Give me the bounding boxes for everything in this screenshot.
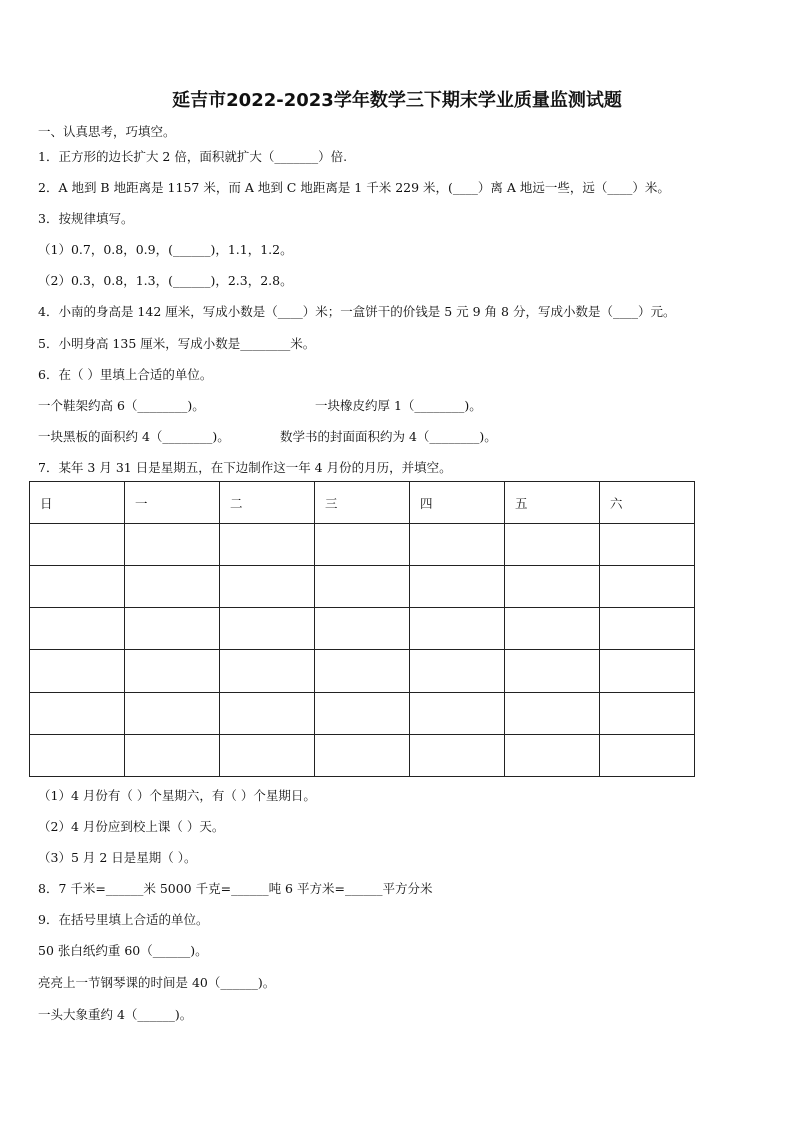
calendar-cell[interactable] [410, 608, 505, 650]
question-6-c: 一块黑板的面积约 4（________)。 [38, 429, 230, 444]
question-6: 6．在（ ）里填上合适的单位。 [38, 367, 213, 382]
page-title: 延吉市2022-2023学年数学三下期末学业质量监测试题 [172, 90, 622, 111]
calendar-header-fri: 五 [505, 482, 600, 524]
calendar-cell[interactable] [315, 650, 410, 692]
calendar-cell[interactable] [30, 524, 125, 566]
question-9-a: 50 张白纸约重 60（______)。 [38, 943, 208, 958]
calendar-cell[interactable] [410, 734, 505, 776]
question-6-d: 数学书的封面面积约为 4（________)。 [280, 429, 497, 444]
calendar-header-tue: 二 [220, 482, 315, 524]
question-9-b: 亮亮上一节钢琴课的时间是 40（______)。 [38, 975, 276, 990]
calendar-cell[interactable] [505, 650, 600, 692]
calendar-cell[interactable] [410, 566, 505, 608]
question-7-1: （1）4 月份有（ ）个星期六，有（ ）个星期日。 [38, 788, 316, 803]
calendar-row [30, 524, 695, 566]
calendar-cell[interactable] [505, 608, 600, 650]
calendar-cell[interactable] [315, 608, 410, 650]
calendar-row [30, 566, 695, 608]
calendar-cell[interactable] [410, 692, 505, 734]
calendar-row [30, 734, 695, 776]
calendar-cell[interactable] [30, 566, 125, 608]
question-3-2: （2）0.3，0.8，1.3，(______)，2.3，2.8。 [38, 273, 293, 288]
calendar-cell[interactable] [125, 692, 220, 734]
question-3: 3．按规律填写。 [38, 211, 134, 226]
question-9-c: 一头大象重约 4（______)。 [38, 1007, 193, 1022]
question-3-1: （1）0.7，0.8，0.9，(______)，1.1，1.2。 [38, 242, 293, 257]
calendar-cell[interactable] [505, 734, 600, 776]
calendar-cell[interactable] [315, 524, 410, 566]
calendar-cell[interactable] [30, 734, 125, 776]
calendar-cell[interactable] [315, 734, 410, 776]
calendar-header-sat: 六 [600, 482, 695, 524]
question-8: 8．7 千米=______米 5000 千克=______吨 6 平方米=______平方分米 [38, 881, 433, 896]
calendar-row [30, 650, 695, 692]
calendar-header-sun: 日 [30, 482, 125, 524]
calendar-cell[interactable] [410, 650, 505, 692]
calendar-cell[interactable] [125, 566, 220, 608]
question-6-b: 一块橡皮约厚 1（________)。 [315, 398, 482, 413]
calendar-row [30, 608, 695, 650]
calendar-cell[interactable] [125, 524, 220, 566]
calendar-cell[interactable] [125, 608, 220, 650]
section-heading-1: 一、认真思考，巧填空。 [38, 124, 176, 139]
calendar-cell[interactable] [600, 608, 695, 650]
calendar-cell[interactable] [30, 692, 125, 734]
calendar-cell[interactable] [600, 692, 695, 734]
calendar-row [30, 692, 695, 734]
question-6-a: 一个鞋架约高 6（________)。 [38, 398, 205, 413]
calendar-cell[interactable] [30, 608, 125, 650]
calendar-cell[interactable] [220, 734, 315, 776]
calendar-header-mon: 一 [125, 482, 220, 524]
calendar-cell[interactable] [220, 608, 315, 650]
calendar-cell[interactable] [600, 650, 695, 692]
calendar-cell[interactable] [315, 566, 410, 608]
calendar-cell[interactable] [600, 566, 695, 608]
calendar-cell[interactable] [505, 692, 600, 734]
calendar-cell[interactable] [505, 566, 600, 608]
calendar-header-wed: 三 [315, 482, 410, 524]
calendar-cell[interactable] [220, 692, 315, 734]
calendar-cell[interactable] [600, 734, 695, 776]
calendar-cell[interactable] [220, 650, 315, 692]
calendar-cell[interactable] [220, 524, 315, 566]
question-4: 4．小南的身高是 142 厘米，写成小数是（____）米；一盒饼干的价钱是 5 元 9 角 8 分，写成小数是（____）元。 [38, 304, 676, 319]
question-1: 1．正方形的边长扩大 2 倍，面积就扩大（_______）倍. [38, 149, 348, 164]
question-7-2: （2）4 月份应到校上课（ ）天。 [38, 819, 225, 834]
calendar-cell[interactable] [600, 524, 695, 566]
calendar-cell[interactable] [220, 566, 315, 608]
calendar-cell[interactable] [315, 692, 410, 734]
calendar-header-thu: 四 [410, 482, 505, 524]
calendar-table [29, 481, 695, 777]
question-7: 7．某年 3 月 31 日是星期五，在下边制作这一年 4 月份的月历，并填空。 [38, 460, 452, 475]
calendar-header-row [30, 482, 695, 524]
question-2: 2．A 地到 B 地距离是 1157 米，而 A 地到 C 地距离是 1 千米 229 米，(____）离 A 地远一些，远（____）米。 [38, 180, 670, 195]
calendar-cell[interactable] [30, 650, 125, 692]
question-9: 9．在括号里填上合适的单位。 [38, 912, 209, 927]
calendar-cell[interactable] [125, 650, 220, 692]
calendar-cell[interactable] [505, 524, 600, 566]
question-7-3: （3）5 月 2 日是星期（ ）。 [38, 850, 197, 865]
question-5: 5．小明身高 135 厘米，写成小数是________米。 [38, 336, 316, 351]
calendar-cell[interactable] [410, 524, 505, 566]
calendar-cell[interactable] [125, 734, 220, 776]
